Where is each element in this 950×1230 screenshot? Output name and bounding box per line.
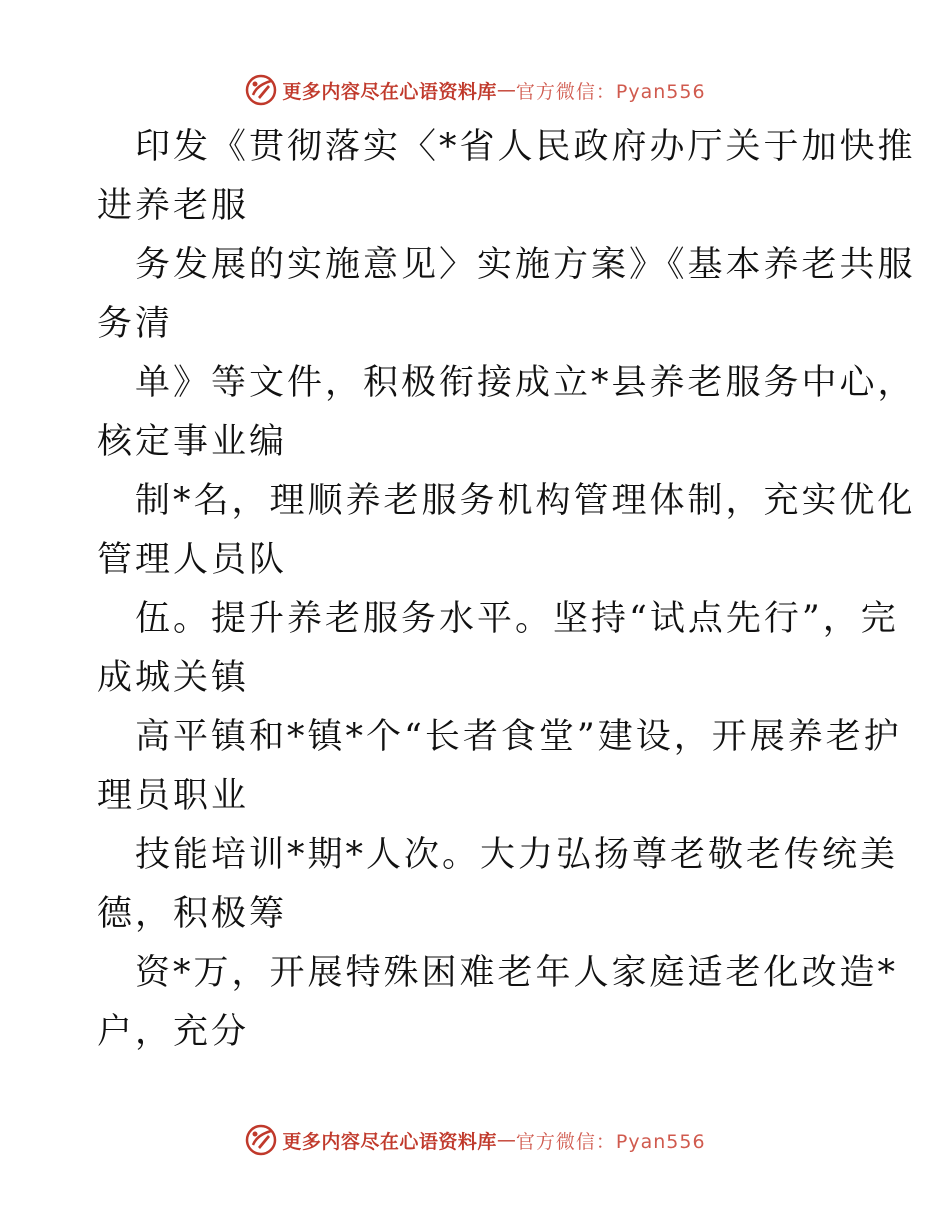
text-line: 单》等文件，积极衔接成立*县养老服务中心， [135,363,916,403]
text-line: 资*万，开展特殊困难老年人家庭适老化改造* [135,953,899,993]
text-line: 印发《贯彻落实〈*省人民政府办厅关于加快推 [135,127,916,167]
brand-logo-icon [244,1123,278,1157]
text-line: 核定事业编 [97,422,288,462]
brand-logo-icon [244,73,278,107]
header-banner [0,70,950,110]
text-line: 管理人员队 [97,540,288,580]
text-line: 高平镇和*镇*个“长者食堂”建设，开展养老护 [135,717,902,757]
banner-wechat: 官方微信：Pyan556 [515,1130,706,1153]
banner-title: 更多内容尽在心语资料库 [282,80,497,103]
text-line: 务清 [97,304,174,344]
document-body [97,118,916,1062]
text-line: 理员职业 [97,776,250,816]
banner-separator: — [496,1129,516,1151]
text-line: 务发展的实施意见〉实施方案》《基本养老共服 [135,245,916,285]
text-line: 户，充分 [97,1012,250,1052]
banner-wechat: 官方微信：Pyan556 [515,80,706,103]
banner-title: 更多内容尽在心语资料库 [282,1130,497,1153]
text-line: 制*名，理顺养老服务机构管理体制，充实优化 [135,481,916,521]
text-line: 成城关镇 [97,658,250,698]
footer-banner [0,1120,950,1160]
text-line: 技能培训*期*人次。大力弘扬尊老敬老传统美 [135,835,899,875]
text-line: 德，积极筹 [97,894,288,934]
text-line: 进养老服 [97,186,250,226]
text-line: 伍。提升养老服务水平。坚持“试点先行”，完 [135,599,899,639]
banner-separator: — [496,79,516,101]
